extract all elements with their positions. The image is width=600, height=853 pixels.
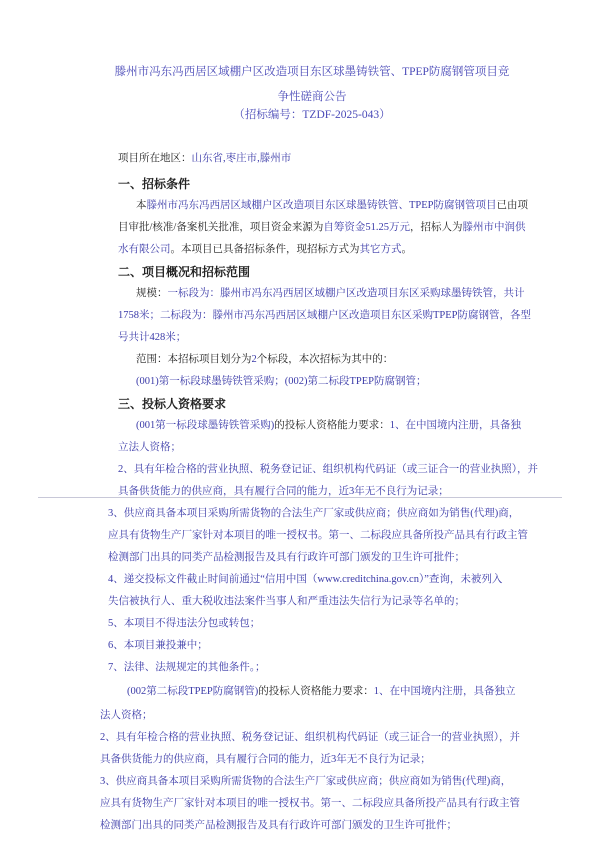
text-line	[108, 529, 528, 543]
text-line	[118, 243, 412, 257]
text-segment: 立法人资格；	[118, 442, 181, 453]
text-line	[118, 485, 449, 499]
text-line	[108, 551, 465, 565]
text-line	[108, 661, 266, 675]
text-segment: 个标段，本次招标为其中的：	[256, 354, 394, 365]
text-line	[108, 573, 502, 587]
text-line	[118, 221, 525, 235]
text-line	[108, 507, 519, 521]
text-line	[118, 463, 538, 477]
text-line	[136, 375, 427, 389]
text-line	[118, 152, 291, 166]
text-segment: 2	[251, 354, 257, 365]
text-segment: 自筹资金51.25万元	[323, 222, 410, 233]
text-segment: 滕州市冯东冯西居区域棚户区改造项目东区球墨铸铁管、TPEP防腐钢管项目	[146, 200, 497, 211]
text-segment: 失信被执行人、重大税收违法案件当事人和严重违法失信行为记录等名单的；	[108, 596, 465, 607]
text-segment: 山东省,枣庄市,滕州市	[191, 153, 292, 164]
text-segment: (001第一标段球墨铸铁管采购)	[136, 420, 275, 431]
text-segment: 已由项	[496, 200, 529, 211]
text-line	[100, 731, 520, 745]
text-segment: 项目所在地区：	[118, 153, 192, 164]
text-segment: 本	[136, 200, 147, 211]
tender-code: （招标编号：TZDF-2025-043）	[233, 109, 391, 121]
text-line	[127, 685, 516, 699]
text-segment: 应具有货物生产厂家针对本项目的唯一授权书。第一、二标段应具备所投产品具有行政主管	[108, 530, 528, 541]
text-line	[100, 797, 520, 811]
text-segment: 范围：本招标项目划分为	[136, 354, 252, 365]
text-segment: 的投标人资格能力要求：	[258, 686, 374, 697]
text-segment: 一标段为：滕州市冯东冯西居区域棚户区改造项目东区采购球墨铸铁管，共计	[167, 288, 525, 299]
text-segment: 目审批/核准/备案机关批准，项目资金来源为	[118, 222, 324, 233]
text-segment: 1758米；二标段为：滕州市冯东冯西居区域棚户区改造项目东区采购TPEP防腐钢管，各型	[118, 310, 532, 321]
text-segment: 7、法律、法规规定的其他条件。；	[108, 662, 266, 673]
text-segment: 一、招标条件	[118, 177, 191, 191]
text-segment: 具备供货能力的供应商，具有履行合同的能力，近3年无不良行为记录；	[100, 754, 431, 765]
text-line	[118, 331, 186, 345]
section-heading	[118, 397, 226, 411]
text-segment: 检测部门出具的同类产品检测报告及具有行政许可部门颁发的卫生许可批件；	[108, 552, 465, 563]
text-segment: 检测部门出具的同类产品检测报告及具有行政许可部门颁发的卫生许可批件；	[100, 820, 457, 831]
text-segment: 二、项目概况和招标范围	[118, 265, 251, 279]
text-segment: 3、供应商具备本项目采购所需货物的合法生产厂家或供应商；供应商如为销售(代理)商，	[100, 776, 512, 787]
text-segment: 法人资格；	[100, 710, 153, 721]
text-line	[136, 287, 525, 301]
text-line	[118, 309, 531, 323]
text-segment: 具备供货能力的供应商，具有履行合同的能力，近3年无不良行为记录；	[118, 486, 449, 497]
text-line	[100, 709, 153, 723]
text-line	[136, 199, 528, 213]
text-segment: 的投标人资格能力要求：	[274, 420, 390, 431]
text-segment: 号共计428米；	[118, 332, 187, 343]
text-segment: 其它方式	[359, 244, 402, 255]
text-segment: 4、递交投标文件截止时间前通过“信用中国（www.creditchina.gov.cn）”查询，未被列入	[108, 574, 503, 585]
document-title-line-1: 滕州市冯东冯西居区域棚户区改造项目东区球墨铸铁管、TPEP防腐钢管项目竞	[114, 66, 510, 78]
text-line	[108, 639, 208, 653]
document-title-line-2: 争性磋商公告	[277, 91, 347, 103]
text-segment: 2、具有年检合格的营业执照、税务登记证、组织机构代码证（或三证合一的营业执照），并	[118, 464, 538, 475]
text-line	[100, 775, 511, 789]
text-segment: 2、具有年检合格的营业执照、税务登记证、组织机构代码证（或三证合一的营业执照），并	[100, 732, 520, 743]
section-heading	[118, 177, 190, 191]
text-segment: 。本项目已具备招标条件，现招标方式为	[170, 244, 360, 255]
text-segment: (001)第一标段球墨铸铁管采购；(002)第二标段TPEP防腐钢管；	[136, 376, 427, 387]
text-line	[108, 617, 260, 631]
text-line	[100, 753, 431, 767]
text-segment: 三、投标人资格要求	[118, 397, 227, 411]
text-segment: 5、本项目不得违法分包或转包；	[108, 618, 261, 629]
text-segment: 滕州市中润供	[462, 222, 526, 233]
text-segment: 1、在中国境内注册，具备独立	[373, 686, 516, 697]
text-line	[136, 353, 393, 367]
text-line	[108, 595, 465, 609]
text-segment: 6、本项目兼投兼中；	[108, 640, 208, 651]
text-line	[118, 441, 181, 455]
text-segment: 水有限公司	[118, 244, 171, 255]
text-line	[136, 419, 521, 433]
text-segment: 3、供应商具备本项目采购所需货物的合法生产厂家或供应商；供应商如为销售(代理)商，	[108, 508, 520, 519]
text-segment: ，招标人为	[409, 222, 463, 233]
text-segment: 应具有货物生产厂家针对本项目的唯一授权书。第一、二标段应具备所投产品具有行政主管	[100, 798, 520, 809]
text-segment: 规模：	[136, 288, 168, 299]
text-segment: 1、在中国境内注册，具备独	[389, 420, 521, 431]
text-line	[100, 819, 457, 833]
section-heading	[118, 265, 250, 279]
text-segment: (002第二标段TPEP防腐钢管)	[127, 686, 259, 697]
text-segment: 。	[401, 244, 412, 255]
